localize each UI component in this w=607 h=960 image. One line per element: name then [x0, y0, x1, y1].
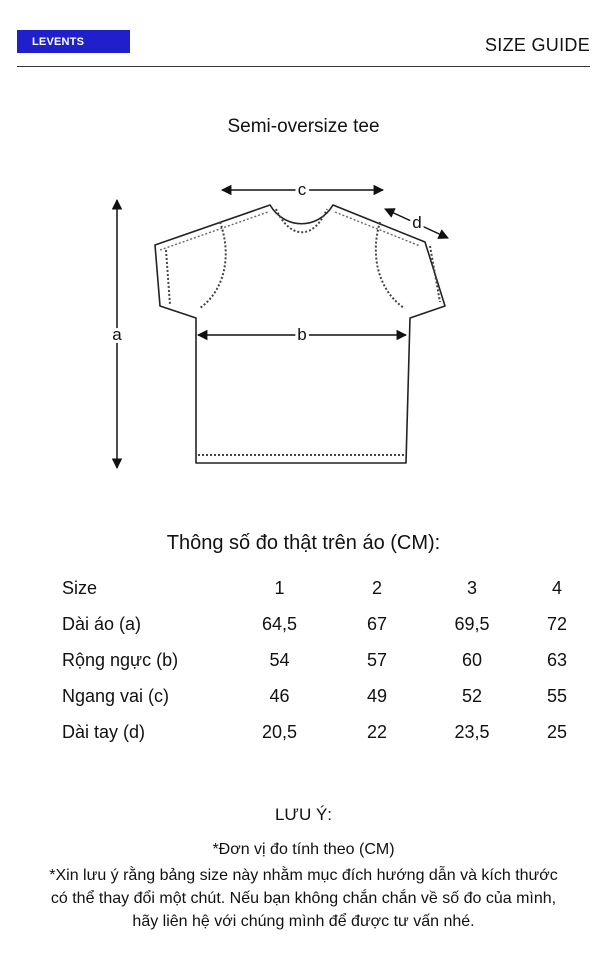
table-header-cell: 1	[274, 577, 285, 598]
table-header-cell: 3	[466, 577, 477, 598]
table-cell: 67	[366, 613, 388, 634]
table-cell: Dài tay (d)	[62, 721, 146, 742]
table-row	[50, 642, 587, 678]
table-cell: Ngang vai (c)	[62, 685, 170, 706]
table-cell: 52	[461, 685, 483, 706]
table-cell: 20,5	[261, 721, 298, 742]
table-header-cell: 2	[371, 577, 382, 598]
table-cell: 25	[546, 721, 568, 742]
table-cell: 72	[546, 613, 568, 634]
measurement-table-title: Thông số đo thật trên áo (CM):	[166, 532, 441, 554]
table-header-row	[50, 570, 587, 606]
header-divider	[17, 66, 590, 67]
label-d: d	[412, 213, 422, 232]
table-cell: 55	[546, 685, 568, 706]
note-unit: *Đơn vị đo tính theo (CM)	[212, 841, 395, 858]
product-title: Semi-oversize tee	[227, 116, 380, 137]
table-cell: 64,5	[261, 613, 298, 634]
tee-diagram	[0, 160, 607, 480]
table-cell: 60	[461, 649, 483, 670]
label-b: b	[297, 325, 307, 344]
note-heading: LƯU Ý:	[274, 805, 333, 824]
label-c: c	[297, 180, 307, 199]
size-table	[50, 570, 587, 750]
table-row	[50, 606, 587, 642]
table-cell: 49	[366, 685, 388, 706]
table-cell: 46	[269, 685, 290, 706]
note-body: *Xin lưu ý rằng bảng size này nhằm mục đích hướng dẫn và kích thước có thể thay đổi một chút. Nếu bạn không chắn chắn về số đo của mình, hãy liên hệ với chúng mình để được tư vấn nhé.	[49, 867, 558, 930]
table-header-cell: 4	[551, 577, 562, 598]
table-cell: 22	[366, 721, 388, 742]
table-cell: 69,5	[454, 613, 490, 634]
table-cell: Rộng ngực (b)	[62, 649, 179, 670]
table-cell: Dài áo (a)	[62, 613, 142, 634]
label-a: a	[112, 325, 122, 344]
page-title: SIZE GUIDE	[484, 35, 590, 55]
table-header-cell: Size	[62, 577, 98, 598]
table-cell: 23,5	[454, 721, 490, 742]
table-cell: 57	[366, 649, 388, 670]
table-cell: 63	[546, 649, 568, 670]
table-row	[50, 678, 587, 714]
table-cell: 54	[269, 649, 290, 670]
table-row	[50, 714, 587, 750]
brand-logo: LEVENTS	[17, 30, 130, 53]
